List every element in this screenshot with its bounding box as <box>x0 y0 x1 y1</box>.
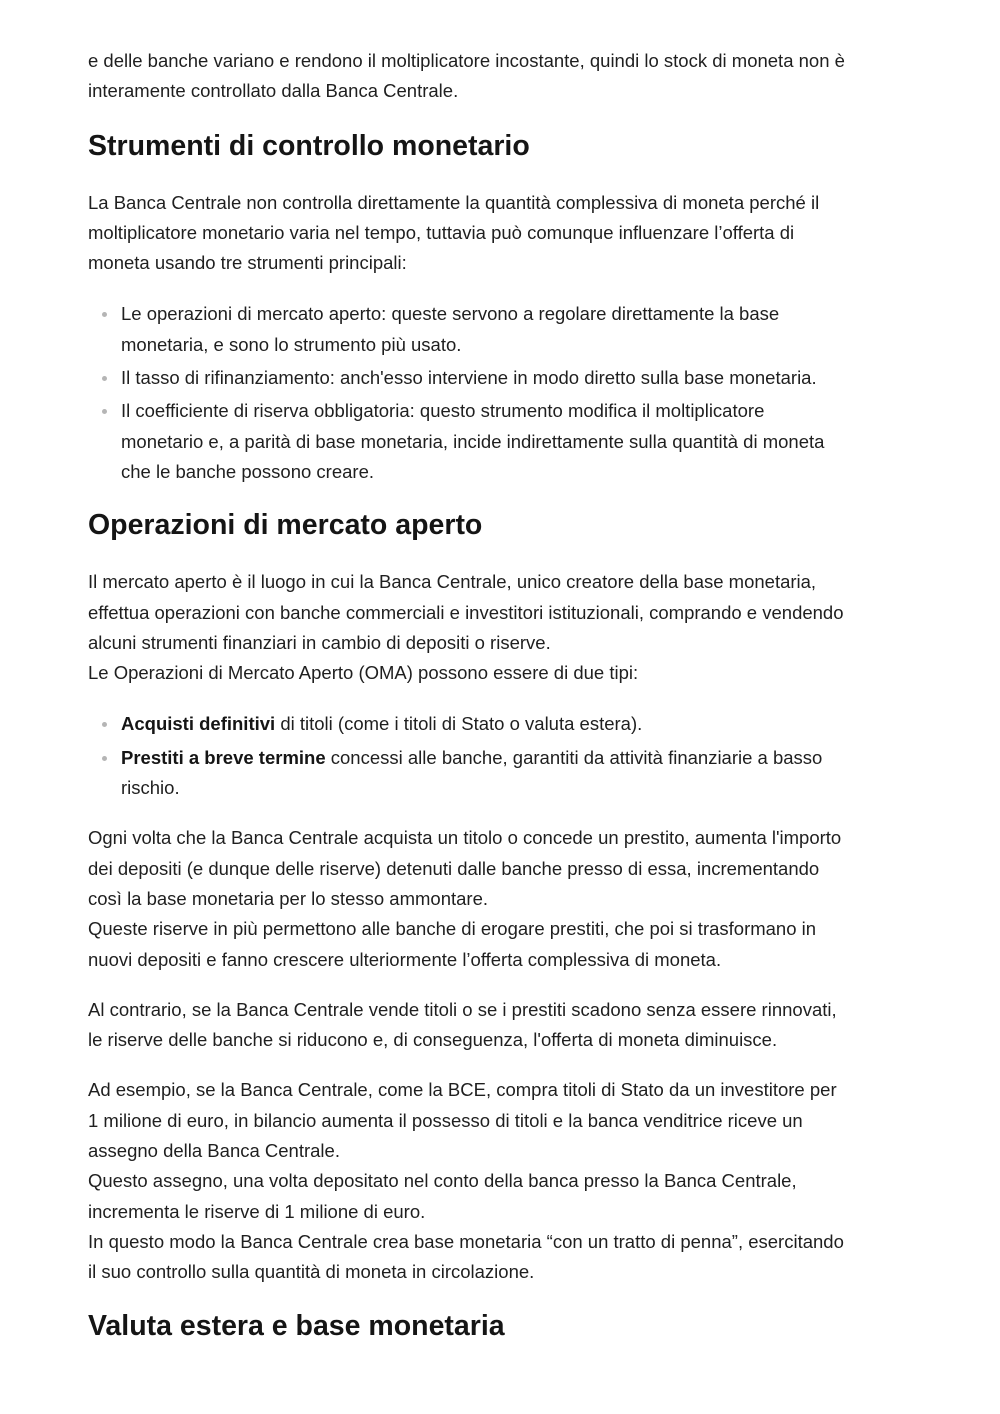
intro-paragraph <box>88 46 918 107</box>
text-line: moltiplicatore monetario varia nel tempo, tuttavia può comunque influenzare l’offerta di <box>88 221 795 243</box>
bullet-icon <box>102 312 107 317</box>
strumenti-list <box>88 299 918 487</box>
text-line: alcuni strumenti finanziari in cambio di depositi o riserve. <box>88 631 551 653</box>
text-line: Le operazioni di mercato aperto: queste servono a regolare direttamente la base <box>121 303 780 325</box>
section-heading-oma: Operazioni di mercato aperto <box>88 509 483 542</box>
text-line: interamente controllato dalla Banca Centrale. <box>88 80 459 102</box>
text-line: effettua operazioni con banche commerciali e investitori istituzionali, comprando e vendendo <box>88 601 844 623</box>
oma-paragraph-intro <box>88 567 918 688</box>
section-heading-strumenti: Strumenti di controllo monetario <box>88 129 530 162</box>
text-line: incrementa le riserve di 1 milione di euro. <box>88 1200 426 1222</box>
bullet-icon <box>102 756 107 761</box>
text-line: nuovi depositi e fanno crescere ulteriormente l’offerta complessiva di moneta. <box>88 948 722 970</box>
oma-paragraph-esempio <box>88 1075 918 1287</box>
list-item <box>88 299 918 360</box>
text-line: monetaria, e sono lo strumento più usato. <box>121 333 462 355</box>
text-line: Il tasso di rifinanziamento: anch'esso interviene in modo diretto sulla base monetaria. <box>121 367 817 389</box>
text-line: Ad esempio, se la Banca Centrale, come la BCE, compra titoli di Stato da un investitore per <box>88 1079 837 1101</box>
oma-list <box>88 709 918 803</box>
text-line: dei depositi (e dunque delle riserve) detenuti dalle banche presso di essa, incrementando <box>88 857 820 879</box>
bold-term: Prestiti a breve termine <box>121 746 326 768</box>
text-line: moneta usando tre strumenti principali: <box>88 252 407 274</box>
list-item <box>88 709 918 739</box>
list-item <box>88 396 918 487</box>
text-line: La Banca Centrale non controlla direttamente la quantità complessiva di moneta perché il <box>88 191 820 213</box>
bullet-icon <box>102 376 107 381</box>
text-line: così la base monetaria per lo stesso ammontare. <box>88 887 488 909</box>
section-heading-valuta: Valuta estera e base monetaria <box>88 1309 505 1342</box>
text-line: Il coefficiente di riserva obbligatoria: questo strumento modifica il moltiplicatore <box>121 400 765 422</box>
text-line: In questo modo la Banca Centrale crea base monetaria “con un tratto di penna”, esercitando <box>88 1230 844 1252</box>
list-item <box>88 743 918 804</box>
text-line: 1 milione di euro, in bilancio aumenta il possesso di titoli e la banca venditrice riceve un <box>88 1109 803 1131</box>
text-line: Al contrario, se la Banca Centrale vende titoli o se i prestiti scadono senza essere rinnovati, <box>88 998 837 1020</box>
text-line: Il mercato aperto è il luogo in cui la Banca Centrale, unico creatore della base monetaria, <box>88 571 817 593</box>
text-line: e delle banche variano e rendono il moltiplicatore incostante, quindi lo stock di moneta non è <box>88 50 845 71</box>
text-line: concessi alle banche, garantiti da attività finanziarie a basso <box>325 746 823 768</box>
text-line: Le Operazioni di Mercato Aperto (OMA) possono essere di due tipi: <box>88 662 639 684</box>
text-line: assegno della Banca Centrale. <box>88 1140 340 1162</box>
strumenti-paragraph <box>88 188 918 279</box>
text-line: di titoli (come i titoli di Stato o valuta estera). <box>275 713 643 735</box>
text-line: Queste riserve in più permettono alle banche di erogare prestiti, che poi si trasformano in <box>88 918 817 940</box>
bullet-icon <box>102 722 107 727</box>
text-line: monetario e, a parità di base monetaria, incide indirettamente sulla quantità di moneta <box>121 430 825 452</box>
text-line: che le banche possono creare. <box>121 460 375 482</box>
bullet-icon <box>102 409 107 414</box>
oma-paragraph-vendita <box>88 995 918 1056</box>
text-line: Ogni volta che la Banca Centrale acquista un titolo o concede un prestito, aumenta l'importo <box>88 827 842 849</box>
bold-term: Acquisti definitivi <box>121 713 276 735</box>
list-item <box>88 363 918 393</box>
text-line: rischio. <box>121 777 180 799</box>
text-line: Questo assegno, una volta depositato nel conto della banca presso la Banca Centrale, <box>88 1170 797 1192</box>
text-line: il suo controllo sulla quantità di moneta in circolazione. <box>88 1261 535 1283</box>
text-line: le riserve delle banche si riducono e, di conseguenza, l'offerta di moneta diminuisce. <box>88 1029 778 1051</box>
oma-paragraph-acquisto <box>88 823 918 974</box>
document-page <box>88 46 918 1344</box>
